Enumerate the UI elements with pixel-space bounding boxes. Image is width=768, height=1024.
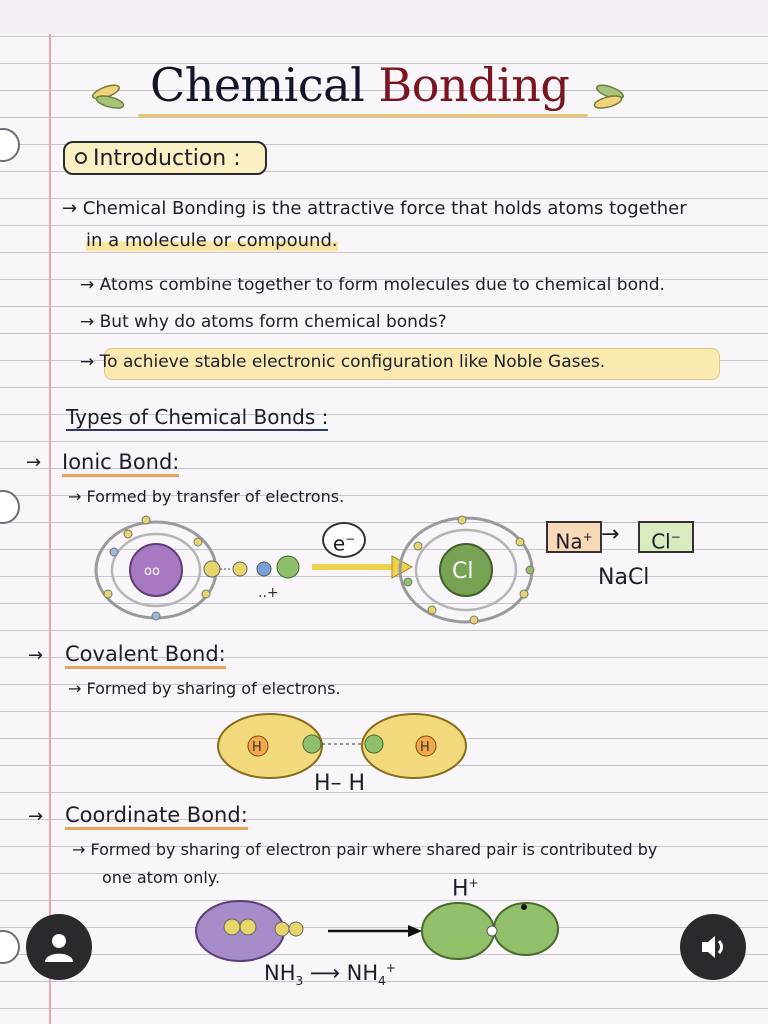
intro-point-1: → Atoms combine together to form molecules due to chemical bond. <box>80 275 665 295</box>
user-icon <box>42 930 76 964</box>
ionic-bond-diagram <box>88 512 558 632</box>
binder-hole <box>0 490 20 524</box>
top-band <box>0 0 768 34</box>
title-word-chemical: Chemical <box>150 58 365 112</box>
h-h-formula: H– H <box>314 771 366 796</box>
intro-point-3: → To achieve stable electronic configuration like Noble Gases. <box>80 352 606 372</box>
introduction-heading: Introduction : <box>63 141 267 175</box>
plus-label: ..+ <box>258 585 279 601</box>
intro-point-2: → But why do atoms form chemical bonds? <box>80 312 447 332</box>
coordinate-bond-diagram <box>192 895 572 965</box>
arrow-icon: → <box>601 522 620 547</box>
ionic-arrow: → <box>26 452 42 473</box>
binder-hole <box>0 930 20 964</box>
electron-label: e− <box>322 522 366 558</box>
covalent-arrow: → <box>28 645 44 666</box>
h-plus-label: H+ <box>452 876 479 902</box>
ionic-heading: Ionic Bond: <box>62 450 179 477</box>
ionic-description: → Formed by transfer of electrons. <box>68 487 345 506</box>
coordinate-description-1: → Formed by sharing of electron pair where shared pair is contributed by <box>72 840 658 859</box>
covalent-description: → Formed by sharing of electrons. <box>68 679 341 698</box>
intro-line-1: → Chemical Bonding is the attractive force that holds atoms together <box>62 198 687 219</box>
leaf-decoration-right-icon <box>588 82 636 112</box>
page-title <box>150 58 569 112</box>
cl-ion-box: Cl− <box>638 521 694 553</box>
title-underline <box>138 114 588 117</box>
coordinate-heading: Coordinate Bond: <box>65 803 248 830</box>
coordinate-arrow: → <box>28 806 44 827</box>
na-ion-box: Na+ <box>546 521 602 553</box>
coordinate-description-2: one atom only. <box>102 868 221 887</box>
na-atom-label: oo <box>144 564 160 579</box>
audio-button[interactable] <box>680 914 746 980</box>
h-atom-label-left: H <box>252 740 262 755</box>
cl-atom-label: Cl <box>452 559 474 584</box>
h-atom-label-right: H <box>420 740 430 755</box>
binder-hole <box>0 128 20 162</box>
intro-line-2: in a molecule or compound. <box>86 230 338 251</box>
nacl-label: NaCl <box>598 565 650 590</box>
covalent-heading: Covalent Bond: <box>65 642 226 669</box>
bullet-dot-icon <box>75 152 87 164</box>
nh3-nh4-reaction: $NH_3$ ⟶ $NH_4^+$ <box>264 961 396 989</box>
user-avatar-button[interactable] <box>26 914 92 980</box>
speaker-icon <box>696 930 730 964</box>
margin-line <box>49 34 51 1024</box>
title-word-bonding: Bonding <box>378 58 570 112</box>
types-heading: Types of Chemical Bonds : <box>66 405 329 429</box>
leaf-decoration-left-icon <box>86 82 134 112</box>
